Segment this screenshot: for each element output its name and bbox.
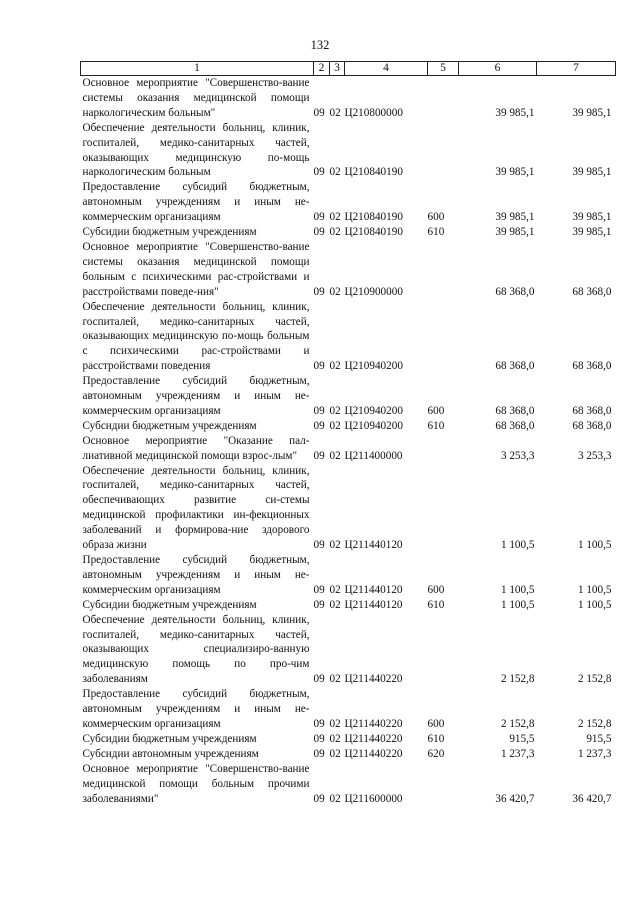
row-subsection-code: 02 — [329, 285, 341, 298]
row-section-code: 09 — [313, 166, 325, 179]
row-section-code: 09 — [313, 404, 325, 417]
row-section-code: 09 — [313, 598, 325, 611]
row-amount-col6: 36 420,7 — [495, 792, 535, 805]
row-amount-col7: 68 368,0 — [572, 419, 612, 432]
row-target-article: Ц210840190 — [344, 166, 403, 179]
row-amount-col6: 1 100,5 — [500, 598, 535, 611]
row-name: Предоставление субсидий бюджетным, автономным учреждениям и иным не-коммерческим организациям — [82, 375, 310, 417]
row-section-code: 09 — [313, 211, 325, 224]
row-subsection-code: 02 — [329, 598, 341, 611]
row-target-article: Ц210900000 — [344, 285, 403, 298]
row-expense-type — [428, 434, 459, 464]
row-target-article: Ц211440220 — [344, 747, 403, 760]
row-amount-col7: 39 985,1 — [572, 106, 612, 119]
row-amount-col6: 1 100,5 — [500, 539, 535, 552]
row-target-article: Ц211440220 — [344, 732, 403, 745]
row-subsection-code: 02 — [329, 747, 341, 760]
header-col-1: 1 — [81, 62, 314, 76]
row-name: Субсидии автономным учреждениям — [82, 747, 259, 760]
row-section-code: 09 — [313, 226, 325, 239]
row-target-article: Ц210940200 — [344, 419, 403, 432]
row-section-code: 09 — [313, 539, 325, 552]
row-amount-col6: 1 237,3 — [500, 747, 535, 760]
row-expense-type — [428, 464, 459, 553]
table-row — [81, 732, 616, 747]
row-amount-col7: 39 985,1 — [572, 226, 612, 239]
table-row — [81, 419, 616, 434]
row-amount-col6: 68 368,0 — [495, 360, 535, 373]
table-row — [81, 762, 616, 807]
row-expense-type — [428, 762, 459, 807]
row-section-code: 09 — [313, 792, 325, 805]
row-subsection-code: 02 — [329, 539, 341, 552]
row-target-article: Ц211440220 — [344, 673, 403, 686]
table-row — [81, 300, 616, 375]
row-subsection-code: 02 — [329, 106, 341, 119]
row-section-code: 09 — [313, 106, 325, 119]
row-target-article: Ц211440120 — [344, 583, 403, 596]
table-row — [81, 434, 616, 464]
row-subsection-code: 02 — [329, 226, 341, 239]
row-target-article: Ц211400000 — [344, 449, 403, 462]
row-amount-col7: 915,5 — [586, 732, 612, 745]
row-name: Основное мероприятие "Совершенство-вание системы оказания медицинской помощи наркологическим больным" — [82, 77, 310, 119]
budget-table — [80, 61, 616, 806]
row-amount-col6: 39 985,1 — [495, 226, 535, 239]
table-row — [81, 613, 616, 688]
row-name: Основное мероприятие "Оказание пал-лиативной медицинской помощи взрос-лым" — [82, 434, 310, 462]
row-expense-type: 610 — [427, 419, 445, 432]
row-expense-type — [428, 121, 459, 181]
table-row — [81, 553, 616, 598]
row-amount-col7: 1 237,3 — [577, 747, 612, 760]
row-amount-col6: 3 253,3 — [500, 449, 535, 462]
row-target-article: Ц210800000 — [344, 106, 403, 119]
row-expense-type: 600 — [427, 404, 445, 417]
row-expense-type: 600 — [427, 211, 445, 224]
row-subsection-code: 02 — [329, 717, 341, 730]
table-row — [81, 464, 616, 553]
row-name: Субсидии бюджетным учреждениям — [82, 598, 257, 611]
header-col-4: 4 — [345, 62, 428, 76]
page-number: 132 — [310, 38, 330, 52]
row-target-article: Ц211600000 — [344, 792, 403, 805]
row-subsection-code: 02 — [329, 583, 341, 596]
row-target-article: Ц210840190 — [344, 226, 403, 239]
row-expense-type — [428, 300, 459, 375]
table-row — [81, 76, 616, 121]
row-name: Основное мероприятие "Совершенство-вание медицинской помощи больным прочими заболеваниями" — [82, 762, 310, 805]
row-section-code: 09 — [313, 583, 325, 596]
row-subsection-code: 02 — [329, 449, 341, 462]
row-target-article: Ц210840190 — [344, 211, 403, 224]
table-row — [81, 598, 616, 613]
table-row — [81, 240, 616, 300]
row-expense-type — [428, 76, 459, 121]
row-amount-col6: 39 985,1 — [495, 211, 535, 224]
row-amount-col7: 1 100,5 — [577, 598, 612, 611]
row-expense-type — [428, 240, 459, 300]
table-row — [81, 121, 616, 181]
row-expense-type: 620 — [427, 747, 445, 760]
row-amount-col6: 1 100,5 — [500, 583, 535, 596]
row-amount-col7: 39 985,1 — [572, 166, 612, 179]
row-name: Обеспечение деятельности больниц, клиник, госпиталей, медико-санитарных частей, обеспечивающих развитие си-стемы медицинской профилактики ин-фекционных заболеваний и формирова-ние здорового образа жизни — [82, 464, 310, 552]
row-target-article: Ц211440120 — [344, 598, 403, 611]
row-amount-col6: 68 368,0 — [495, 285, 535, 298]
row-section-code: 09 — [313, 360, 325, 373]
row-amount-col6: 2 152,8 — [500, 717, 535, 730]
row-subsection-code: 02 — [329, 360, 341, 373]
row-amount-col7: 36 420,7 — [572, 792, 612, 805]
table-row — [81, 374, 616, 419]
row-amount-col7: 68 368,0 — [572, 360, 612, 373]
row-name: Предоставление субсидий бюджетным, автономным учреждениям и иным не-коммерческим организациям — [82, 181, 310, 224]
row-subsection-code: 02 — [329, 419, 341, 432]
row-target-article: Ц211440120 — [344, 539, 403, 552]
row-target-article: Ц210940200 — [344, 404, 403, 417]
row-expense-type — [428, 613, 459, 688]
row-amount-col6: 915,5 — [509, 732, 535, 745]
row-name: Обеспечение деятельности больниц, клиник, госпиталей, медико-санитарных частей, оказывающих специализиро-ванную медицинскую помощь по про-чим заболеваниям — [82, 613, 310, 686]
table-header — [81, 62, 616, 76]
table-row — [81, 180, 616, 225]
row-amount-col7: 2 152,8 — [577, 673, 612, 686]
row-expense-type: 610 — [427, 226, 445, 239]
row-section-code: 09 — [313, 673, 325, 686]
row-amount-col6: 39 985,1 — [495, 166, 535, 179]
row-amount-col6: 2 152,8 — [500, 673, 535, 686]
row-amount-col6: 39 985,1 — [495, 106, 535, 119]
row-amount-col7: 68 368,0 — [572, 404, 612, 417]
row-target-article: Ц211440220 — [344, 717, 403, 730]
row-section-code: 09 — [313, 449, 325, 462]
header-col-2: 2 — [314, 62, 330, 76]
row-section-code: 09 — [313, 732, 325, 745]
row-amount-col7: 68 368,0 — [572, 285, 612, 298]
row-name: Обеспечение деятельности больниц, клиник, госпиталей, медико-санитарных частей, оказывающих медицинскую по-мощь наркологическим больным — [82, 121, 310, 179]
row-name: Субсидии бюджетным учреждениям — [82, 419, 257, 432]
row-section-code: 09 — [313, 747, 325, 760]
table-row — [81, 747, 616, 762]
row-name: Основное мероприятие "Совершенство-вание системы оказания медицинской помощи больным с психическими рас-стройствами и расстройствами поведе-ния" — [82, 240, 310, 298]
row-subsection-code: 02 — [329, 404, 341, 417]
row-target-article: Ц210940200 — [344, 360, 403, 373]
row-amount-col7: 39 985,1 — [572, 211, 612, 224]
row-amount-col6: 68 368,0 — [495, 419, 535, 432]
row-section-code: 09 — [313, 419, 325, 432]
header-col-3: 3 — [330, 62, 345, 76]
table-row — [81, 687, 616, 732]
header-col-7: 7 — [537, 62, 616, 76]
row-subsection-code: 02 — [329, 792, 341, 805]
row-expense-type: 610 — [427, 732, 445, 745]
table-row — [81, 225, 616, 240]
row-expense-type: 610 — [427, 598, 445, 611]
row-subsection-code: 02 — [329, 673, 341, 686]
header-col-5: 5 — [428, 62, 459, 76]
row-name: Предоставление субсидий бюджетным, автономным учреждениям и иным не-коммерческим организациям — [82, 554, 310, 596]
row-name: Субсидии бюджетным учреждениям — [82, 226, 257, 239]
row-amount-col7: 3 253,3 — [577, 449, 612, 462]
row-section-code: 09 — [313, 285, 325, 298]
row-subsection-code: 02 — [329, 732, 341, 745]
row-amount-col7: 1 100,5 — [577, 539, 612, 552]
row-name: Субсидии бюджетным учреждениям — [82, 732, 257, 745]
row-amount-col6: 68 368,0 — [495, 404, 535, 417]
row-expense-type: 600 — [427, 583, 445, 596]
table-body — [81, 76, 616, 807]
row-subsection-code: 02 — [329, 166, 341, 179]
row-subsection-code: 02 — [329, 211, 341, 224]
header-col-6: 6 — [459, 62, 537, 76]
row-amount-col7: 1 100,5 — [577, 583, 612, 596]
header-row — [81, 62, 616, 76]
row-section-code: 09 — [313, 717, 325, 730]
row-expense-type: 600 — [427, 717, 445, 730]
row-name: Предоставление субсидий бюджетным, автономным учреждениям и иным не-коммерческим организациям — [82, 688, 310, 730]
row-name: Обеспечение деятельности больниц, клиник, госпиталей, медико-санитарных частей, оказывающих медицинскую по-мощь больным с психическими рас-стройствами и расстройствами поведения — [82, 300, 310, 373]
row-amount-col7: 2 152,8 — [577, 717, 612, 730]
